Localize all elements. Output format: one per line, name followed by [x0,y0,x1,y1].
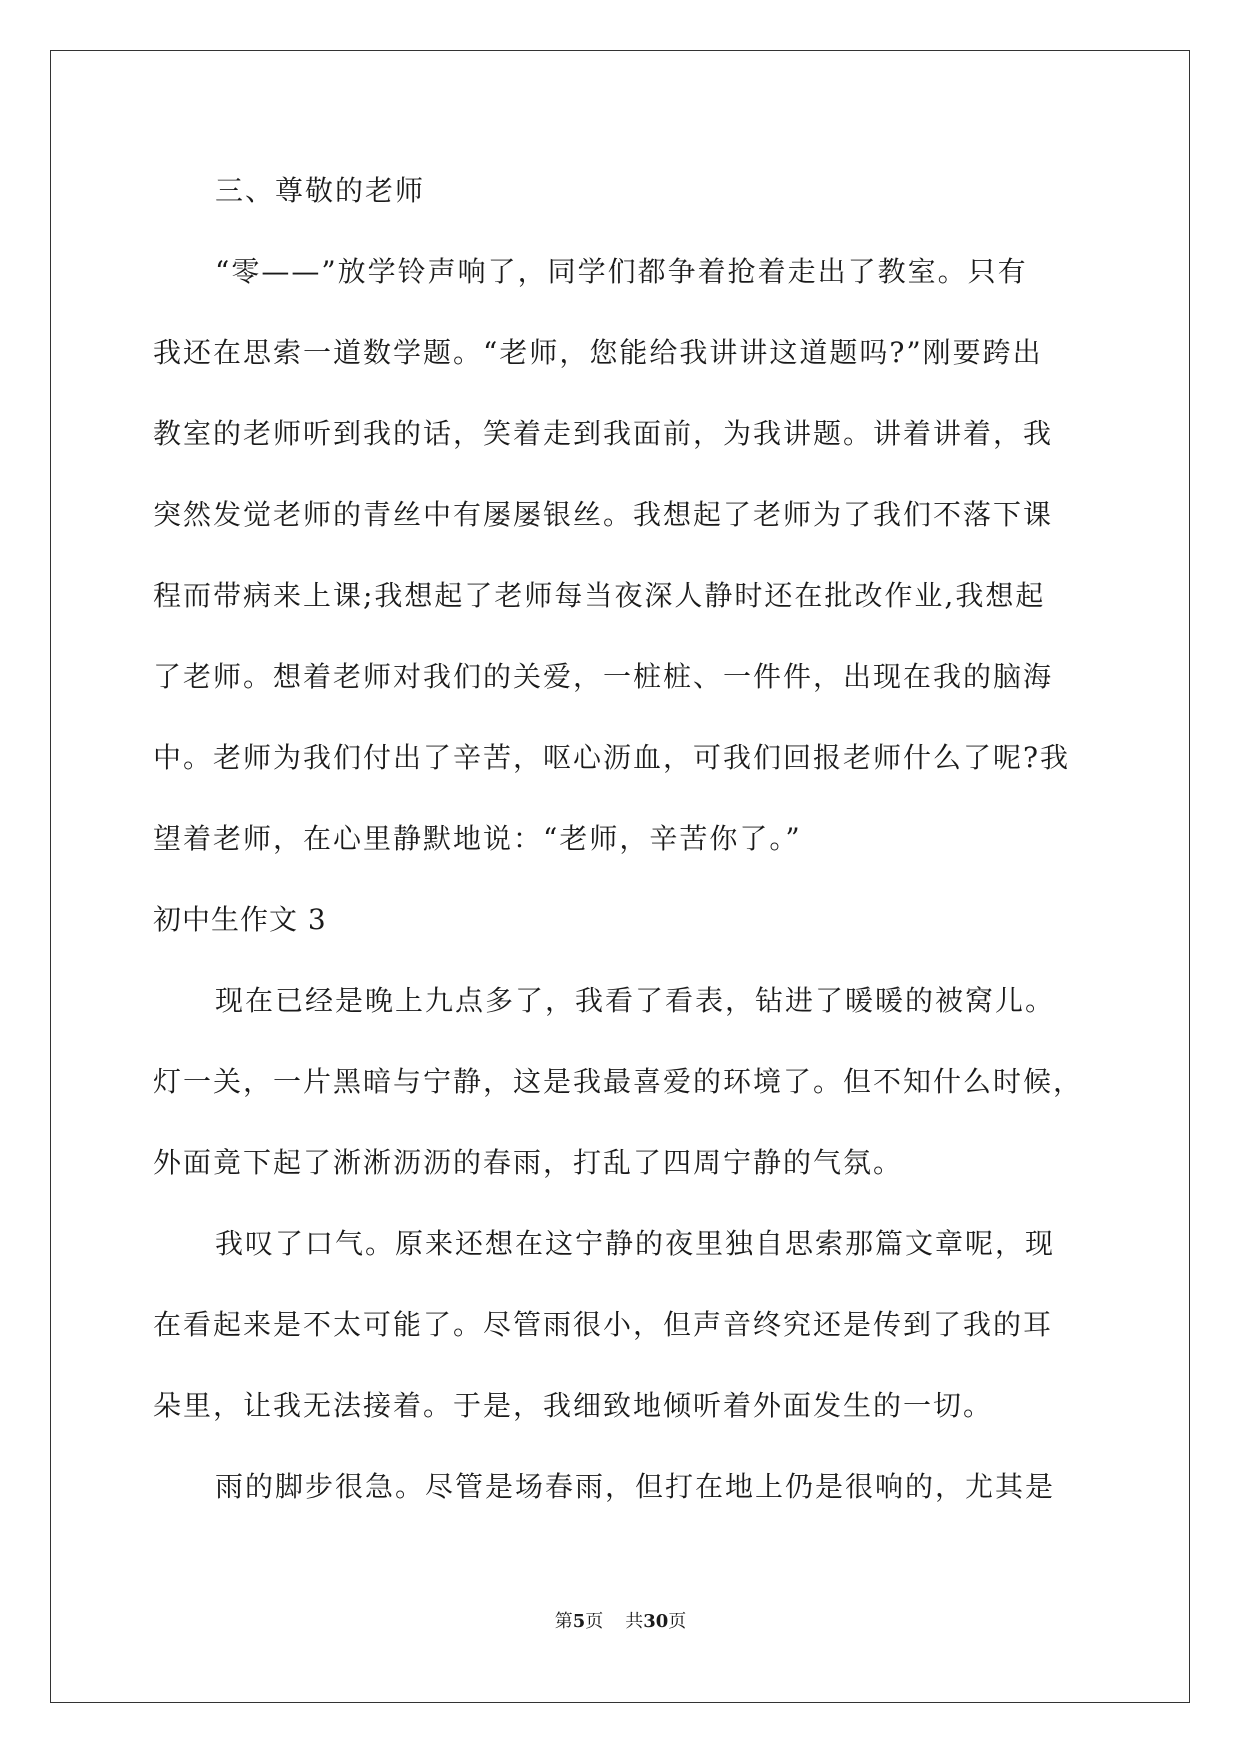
section-heading: 三、尊敬的老师 [215,174,426,207]
paragraph-line: “零——”放学铃声响了，同学们都争着抢着走出了教室。只有 [215,255,1028,288]
total-suffix: 页 [668,1611,687,1632]
page-prefix: 第 [554,1611,573,1632]
paragraph-line: 教室的老师听到我的话，笑着走到我面前，为我讲题。讲着讲着，我 [153,417,1054,450]
paragraph-line: 突然发觉老师的青丝中有屡屡银丝。我想起了老师为了我们不落下课 [153,498,1054,531]
page-footer [0,1610,1241,1634]
paragraph-line: 程而带病来上课;我想起了老师每当夜深人静时还在批改作业,我想起 [153,579,1046,612]
paragraph-line: 我叹了口气。原来还想在这宁静的夜里独自思索那篇文章呢，现 [215,1227,1056,1260]
paragraph-line: 灯一关，一片黑暗与宁静，这是我最喜爱的环境了。但不知什么时候， [153,1065,1084,1098]
paragraph-line: 雨的脚步很急。尽管是场春雨，但打在地上仍是很响的，尤其是 [215,1470,1056,1503]
page-suffix: 页 [585,1611,604,1632]
paragraph-line: 现在已经是晚上九点多了，我看了看表，钻进了暖暖的被窝儿。 [215,984,1056,1017]
paragraph-line: 望着老师，在心里静默地说：“老师，辛苦你了。” [153,822,802,855]
paragraph-line: 在看起来是不太可能了。尽管雨很小，但声音终究还是传到了我的耳 [153,1308,1054,1341]
page-number: 5 [572,1611,586,1632]
total-prefix: 共 [625,1611,644,1632]
total-pages: 30 [643,1611,669,1632]
paragraph-line: 了老师。想着老师对我们的关爱，一桩桩、一件件，出现在我的脑海 [153,660,1054,693]
document-body [153,150,1093,1527]
paragraph-line: 朵里，让我无法接着。于是，我细致地倾听着外面发生的一切。 [153,1389,994,1422]
essay-title: 初中生作文 3 [153,903,327,936]
paragraph-line: 外面竟下起了淅淅沥沥的春雨，打乱了四周宁静的气氛。 [153,1146,904,1179]
paragraph-line: 中。老师为我们付出了辛苦，呕心沥血，可我们回报老师什么了呢?我 [153,741,1071,774]
paragraph-line: 我还在思索一道数学题。“老师，您能给我讲讲这道题吗?”刚要跨出 [153,336,1043,369]
